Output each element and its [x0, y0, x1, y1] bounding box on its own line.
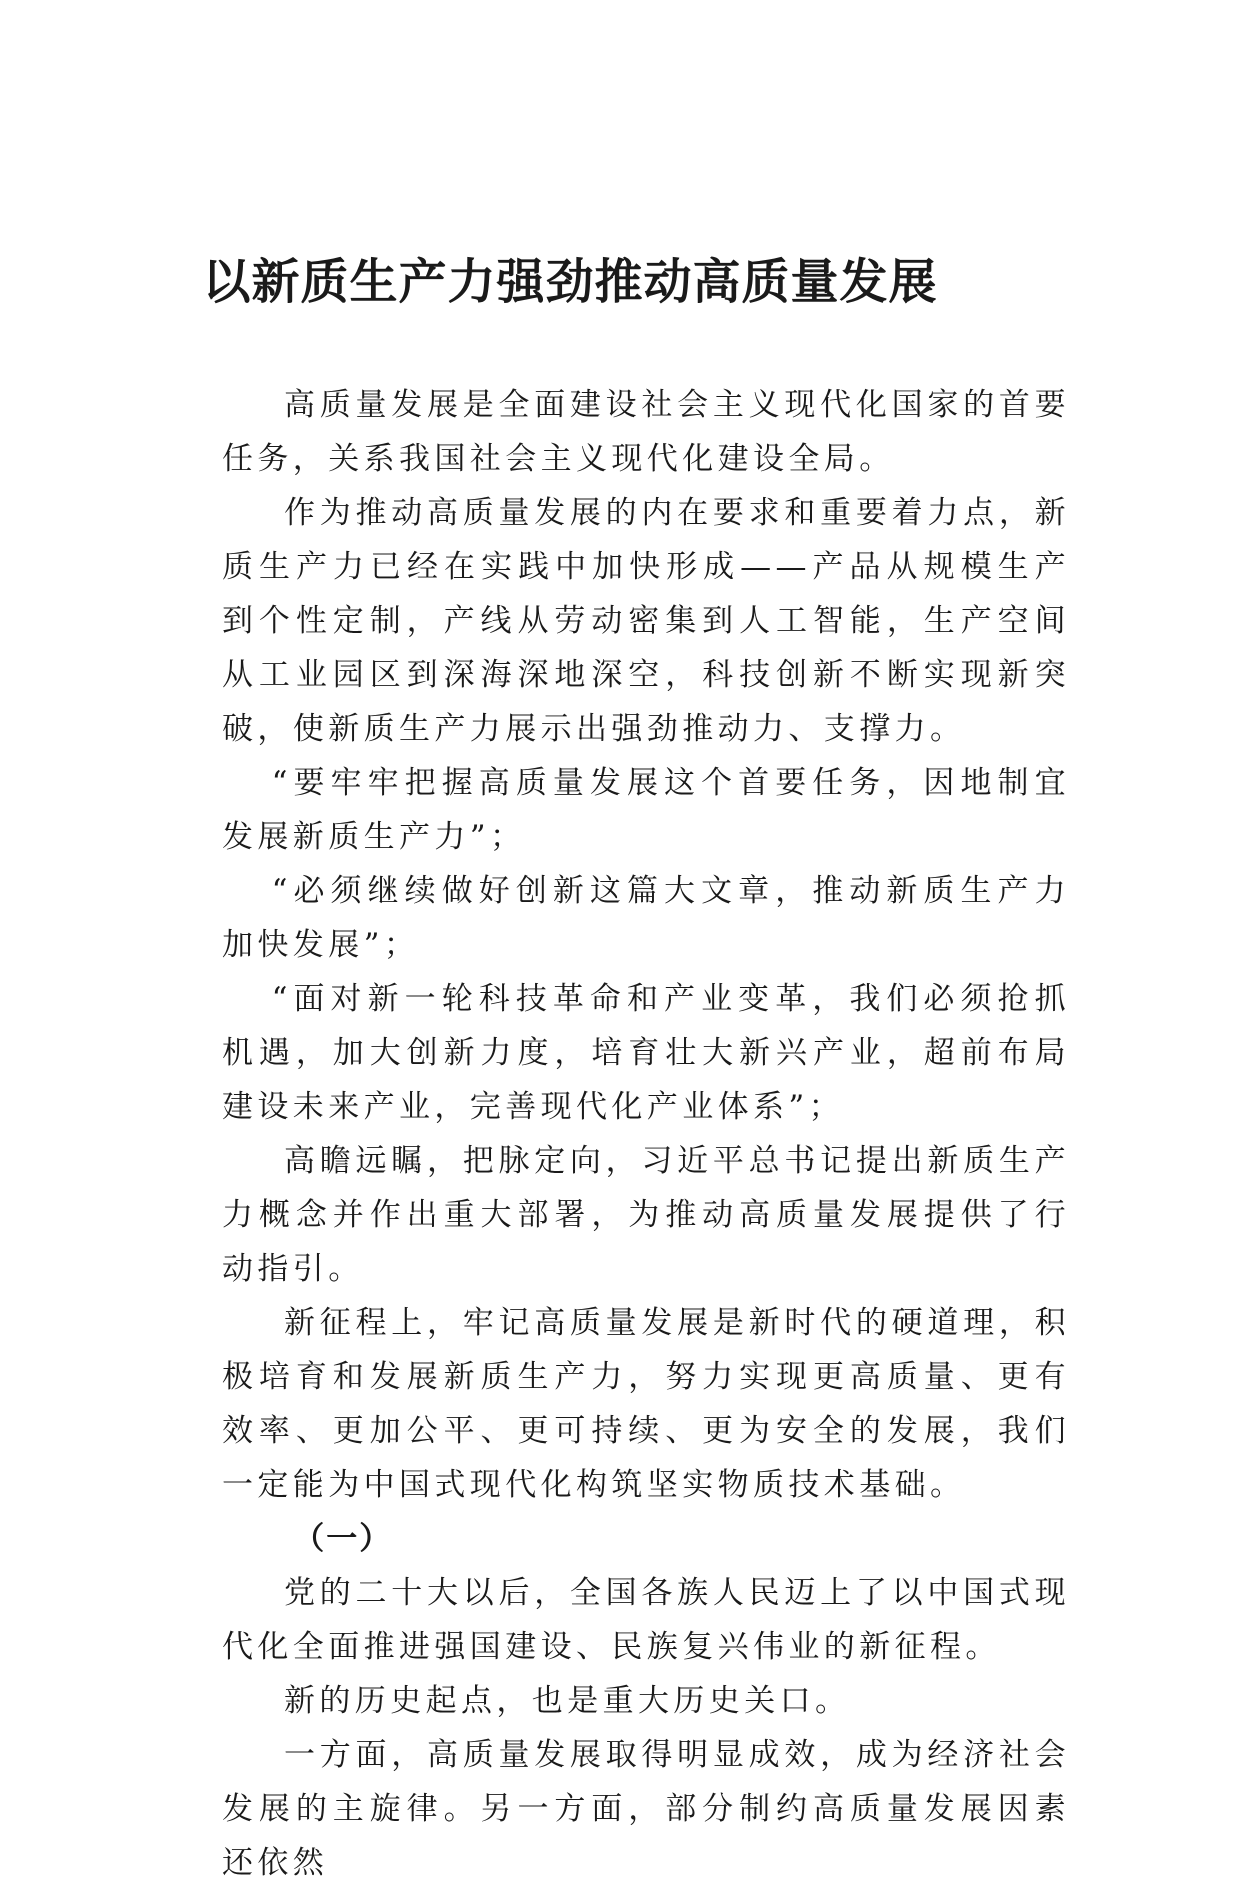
quote-paragraph-1: “要牢牢把握高质量发展这个首要任务，因地制宜发展新质生产力”；	[222, 765, 1070, 855]
paragraph-2: 作为推动高质量发展的内在要求和重要着力点，新质生产力已经在实践中加快形成——产品从规模生产到个性定制，产线从劳动密集到人工智能，生产空间从工业园区到深海深地深空，科技创新不断实现新突破，使新质生产力展示出强劲推动力、支撑力。	[222, 495, 1070, 747]
document-body	[222, 378, 1070, 1890]
paragraph-6: 高瞻远瞩，把脉定向，习近平总书记提出新质生产力概念并作出重大部署，为推动高质量发展提供了行动指引。	[222, 1143, 1070, 1287]
section-paragraph-2: 新的历史起点，也是重大历史关口。	[284, 1683, 851, 1719]
document-title: 以新质生产力强劲推动高质量发展	[202, 254, 938, 310]
paragraph-1: 高质量发展是全面建设社会主义现代化国家的首要任务，关系我国社会主义现代化建设全局。	[222, 387, 1070, 477]
quote-paragraph-3: “面对新一轮科技革命和产业变革，我们必须抢抓机遇，加大创新力度，培育壮大新兴产业，超前布局建设未来产业，完善现代化产业体系”；	[222, 981, 1070, 1125]
quote-paragraph-2: “必须继续做好创新这篇大文章，推动新质生产力加快发展”；	[222, 873, 1070, 963]
paragraph-7: 新征程上，牢记高质量发展是新时代的硬道理，积极培育和发展新质生产力，努力实现更高质量、更有效率、更加公平、更可持续、更为安全的发展，我们一定能为中国式现代化构筑坚实物质技术基础。	[222, 1305, 1070, 1503]
section-paragraph-1: 党的二十大以后，全国各族人民迈上了以中国式现代化全面推进强国建设、民族复兴伟业的新征程。	[222, 1575, 1070, 1665]
section-heading: （一）	[293, 1521, 393, 1557]
section-paragraph-3: 一方面，高质量发展取得明显成效，成为经济社会发展的主旋律。另一方面，部分制约高质量发展因素还依然	[222, 1737, 1070, 1881]
